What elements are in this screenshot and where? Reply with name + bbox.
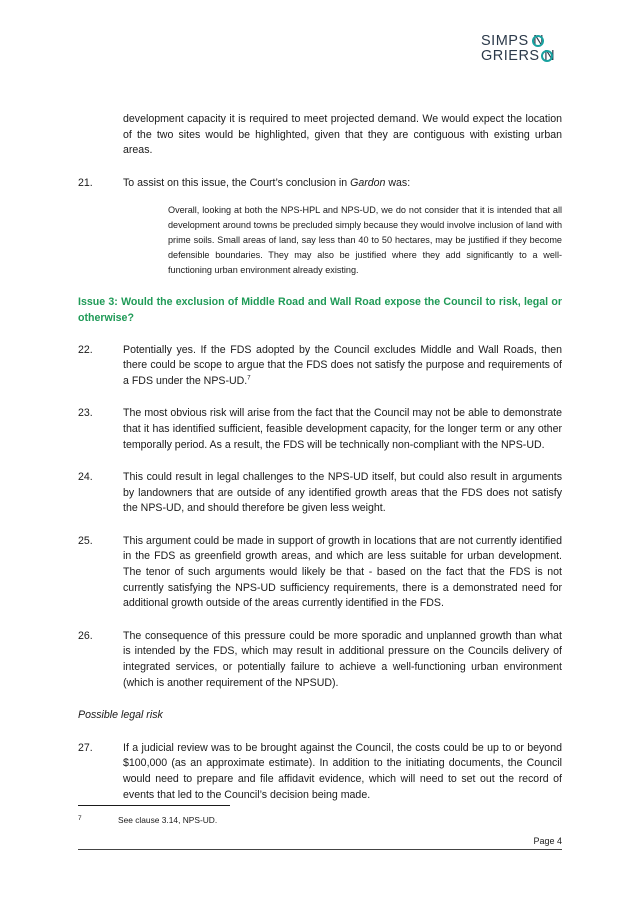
logo-line-2: GRIERS N	[481, 48, 556, 64]
paragraph-number: 25.	[78, 534, 93, 547]
page-number: Page 4	[533, 836, 562, 846]
paragraph-text: This argument could be made in support of growth in locations that are not currently identified in the FDS as greenfield growth areas, and which are less suitable for urban development. The tenor of such arguments would likely be that - based on the fact that the FDS is not currently satisfying the NPS-UD sufficiency requirements, there is a demonstrated need for additional growth outside of the areas currently identified in the FDS.	[123, 534, 562, 610]
paragraph-21	[78, 176, 562, 192]
document-body	[78, 112, 562, 820]
paragraph-number: 23.	[78, 407, 93, 420]
footnote-text: See clause 3.14, NPS-UD.	[118, 815, 218, 825]
logo-circle-icon	[532, 35, 544, 47]
paragraph-23	[78, 406, 562, 453]
paragraph-25	[78, 534, 562, 612]
paragraph-text: The most obvious risk will arise from the fact that the Council may not be able to demonstrate that it has identified sufficient, feasible development capacity, for the longer term or any other temporally period. As a result, the FDS will be technically non-compliant with the NPS-UD.	[123, 407, 562, 451]
paragraph-text: To assist on this issue, the Court’s conclusion in Gardon was:	[123, 176, 411, 189]
case-name: Gardon	[350, 176, 386, 189]
footnote	[78, 815, 217, 825]
issue-3-heading: Issue 3: Would the exclusion of Middle Road and Wall Road expose the Council to risk, legal or otherwise?	[78, 296, 562, 324]
paragraph-text: The consequence of this pressure could be more sporadic and unplanned growth than what is intended by the FDS, which may result in additional pressure on the Councils delivery of integrated services, or potentially failure to achieve a well-functioning urban environment (which is another requirement of the NPSUD).	[123, 629, 562, 689]
paragraph-22	[78, 343, 562, 390]
paragraph-number: 21.	[78, 176, 93, 189]
possible-legal-risk-subheading: Possible legal risk	[78, 709, 163, 722]
footnote-separator	[78, 805, 230, 806]
block-quote: Overall, looking at both the NPS-HPL and NPS-UD, we do not consider that it is intended that all development around towns be precluded simply because they would involve inclusion of land with prime soils. Small areas of land, say less than 40 to 50 hectares, may be justified if they become defensible boundaries. They may also be justified where they add significantly to a well-functioning urban environment already existing.	[168, 205, 562, 275]
paragraph-text: This could result in legal challenges to the NPS-UD itself, but could also result in arguments by landowners that are outside of any identified growth areas that the FDS does not satisfy the NPS-UD, and should therefore be given less weight.	[123, 471, 562, 515]
simpson-grierson-logo	[481, 32, 563, 66]
paragraph-text: If a judicial review was to be brought against the Council, the costs could be up to or beyond $100,000 (as an approximate estimate). In addition to the initiating documents, the Council would need to prepare and file affidavit evidence, which will need to set out the record of events that led to the Council’s decision being made.	[123, 741, 562, 801]
paragraph-list	[78, 406, 562, 691]
logo-circle-icon	[541, 50, 553, 62]
logo-line-1: SIMPS N	[481, 33, 545, 49]
footer-divider	[78, 849, 562, 850]
paragraph-27	[78, 741, 562, 803]
intro-paragraph: development capacity it is required to meet projected demand. We would expect the location of the two sites would be highlighted, given that they are contiguous with existing urban areas.	[123, 113, 562, 157]
paragraph-number: 27.	[78, 741, 93, 754]
paragraph-26	[78, 629, 562, 691]
paragraph-number: 24.	[78, 471, 93, 484]
footnote-reference[interactable]: 7	[247, 375, 251, 382]
footnote-number: 7	[78, 815, 82, 822]
paragraph-24	[78, 470, 562, 517]
paragraph-number: 26.	[78, 629, 93, 642]
paragraph-text: Potentially yes. If the FDS adopted by the Council excludes Middle and Wall Roads, then there could be scope to argue that the FDS does not satisfy the purpose and requirements of a FDS under the NPS-UD.$^7$	[123, 343, 562, 387]
paragraph-number: 22.	[78, 343, 93, 356]
